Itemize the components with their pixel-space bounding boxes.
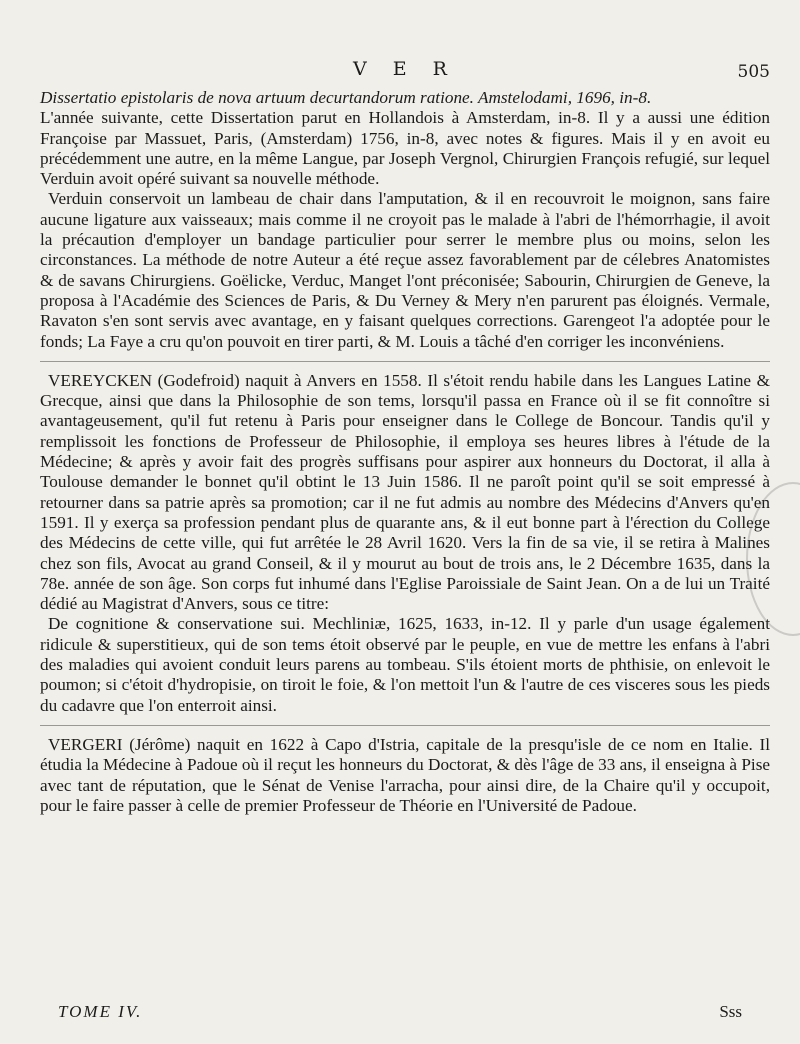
page-footer (40, 1002, 770, 1026)
signature-mark: Sss (719, 1002, 742, 1021)
separator-rule (40, 725, 770, 726)
running-title: V E R (353, 58, 457, 80)
intro-paragraph-1: L'année suivante, cette Dissertation parut en Hollandois à Amsterdam, in-8. Il y a aussi une édition Françoise par Massuet, Paris, (Amsterdam) 1756, in-8, avec notes & figures. Mais il y en avoit eu précédemment une autre, en la même Langue, par Joseph Vergnol, Chirurgien François refugié, sur lequel Verduin avoit opéré suivant sa nouvelle méthode. (40, 108, 770, 189)
page-number: 505 (737, 62, 770, 82)
body-text (40, 88, 770, 816)
intro-paragraph-2: Verduin conservoit un lambeau de chair dans l'amputation, & il en recouvroit le moignon, sans faire aucune ligature aux vaisseaux; mais comme il ne croyoit pas le malade à l'abri de l'hémorrhagie, il avoit la précaution d'employer un bandage particulier pour serrer le membre plus ou moins, selon les circonstances. La méthode de notre Auteur a été reçue assez favorablement par de célebres Anatomistes & de savans Chirurgiens. Goëlicke, Verduc, Manget l'ont préconisée; Sabourin, Chirurgien de Geneve, la proposa à l'Académie des Sciences de Paris, & Du Verney & Mery n'en parurent pas éloignés. Vermale, Ravaton s'en sont servis avec avantage, en y faisant quelques corrections. Garengeot l'a adoptée pour le fonds; La Faye a cru qu'on pouvoit en tirer parti, & M. Louis a tâché d'en corriger les inconvéniens. (40, 189, 770, 351)
entry-vereycken-paragraph-1: VEREYCKEN (Godefroid) naquit à Anvers en 1558. Il s'étoit rendu habile dans les Langues Latine & Grecque, ainsi que dans la Philosophie de son tems, lorsqu'il passa en France où il se fit connoître si avantageusement, qu'il fut retenu à Paris pour enseigner dans le College de Boncour. Tandis qu'il y remplissoit les fonctions de Professeur de Philosophie, il employa ses heures libres à l'étude de la Médecine; & après y avoir fait des progrès suffisans pour aspirer aux honneurs du Doctorat, il alla à Toulouse demander le bonnet qu'il obtint le 13 Juin 1586. Il ne paroît point qu'il se soit empressé à retourner dans sa patrie après sa promotion; car il ne fut admis au nombre des Médecins d'Anvers qu'en 1591. Il y exerça sa profession pendant plus de quarante ans, & il eut bonne part à l'érection du College des Médecins de cette ville, qui fut arrêtée le 28 Avril 1620. Vers la fin de sa vie, il se retira à Malines chez son fils, Avocat au grand Conseil, & il y mourut au bout de trois ans, le 2 Décembre 1635, dans la 78e. année de son âge. Son corps fut inhumé dans l'Eglise Paroissiale de Saint Jean. On a de lui un Traité dédié au Magistrat d'Anvers, sous ce titre: (40, 370, 770, 614)
intro-title-line: Dissertatio epistolaris de nova artuum decurtandorum ratione. Amstelodami, 1696, in-8. (40, 88, 652, 107)
entry-vergeri-paragraph-1: VERGERI (Jérôme) naquit en 1622 à Capo d'Istria, capitale de la presqu'isle de ce nom en Italie. Il étudia la Médecine à Padoue où il reçut les honneurs du Doctorat, & dès l'âge de 33 ans, il enseigna à Pise avec tant de réputation, que le Sénat de Venise l'arracha, pour ainsi dire, de la Chaire qu'il y occupoit, pour le faire passer à celle de premier Professeur de Théorie en l'Université de Padoue. (40, 734, 771, 815)
separator-rule (40, 361, 770, 362)
volume-label: TOME IV. (58, 1002, 143, 1021)
running-head (40, 58, 770, 88)
entry-vereycken-paragraph-2: De cognitione & conservatione sui. Mechliniæ, 1625, 1633, in-12. Il y parle d'un usage également ridicule & superstitieux, qui de son tems étoit observé par le peuple, en vue de mettre les enfans à l'abri des maladies qui avoient conduit leurs parens au tombeau. S'ils étoient morts de phthisie, on enlevoit le poumon; si c'étoit d'hydropisie, on tiroit le foie, & l'on mettoit l'un & l'autre de ces visceres sous les pieds du cadavre que l'on enterroit ainsi. (40, 614, 770, 715)
